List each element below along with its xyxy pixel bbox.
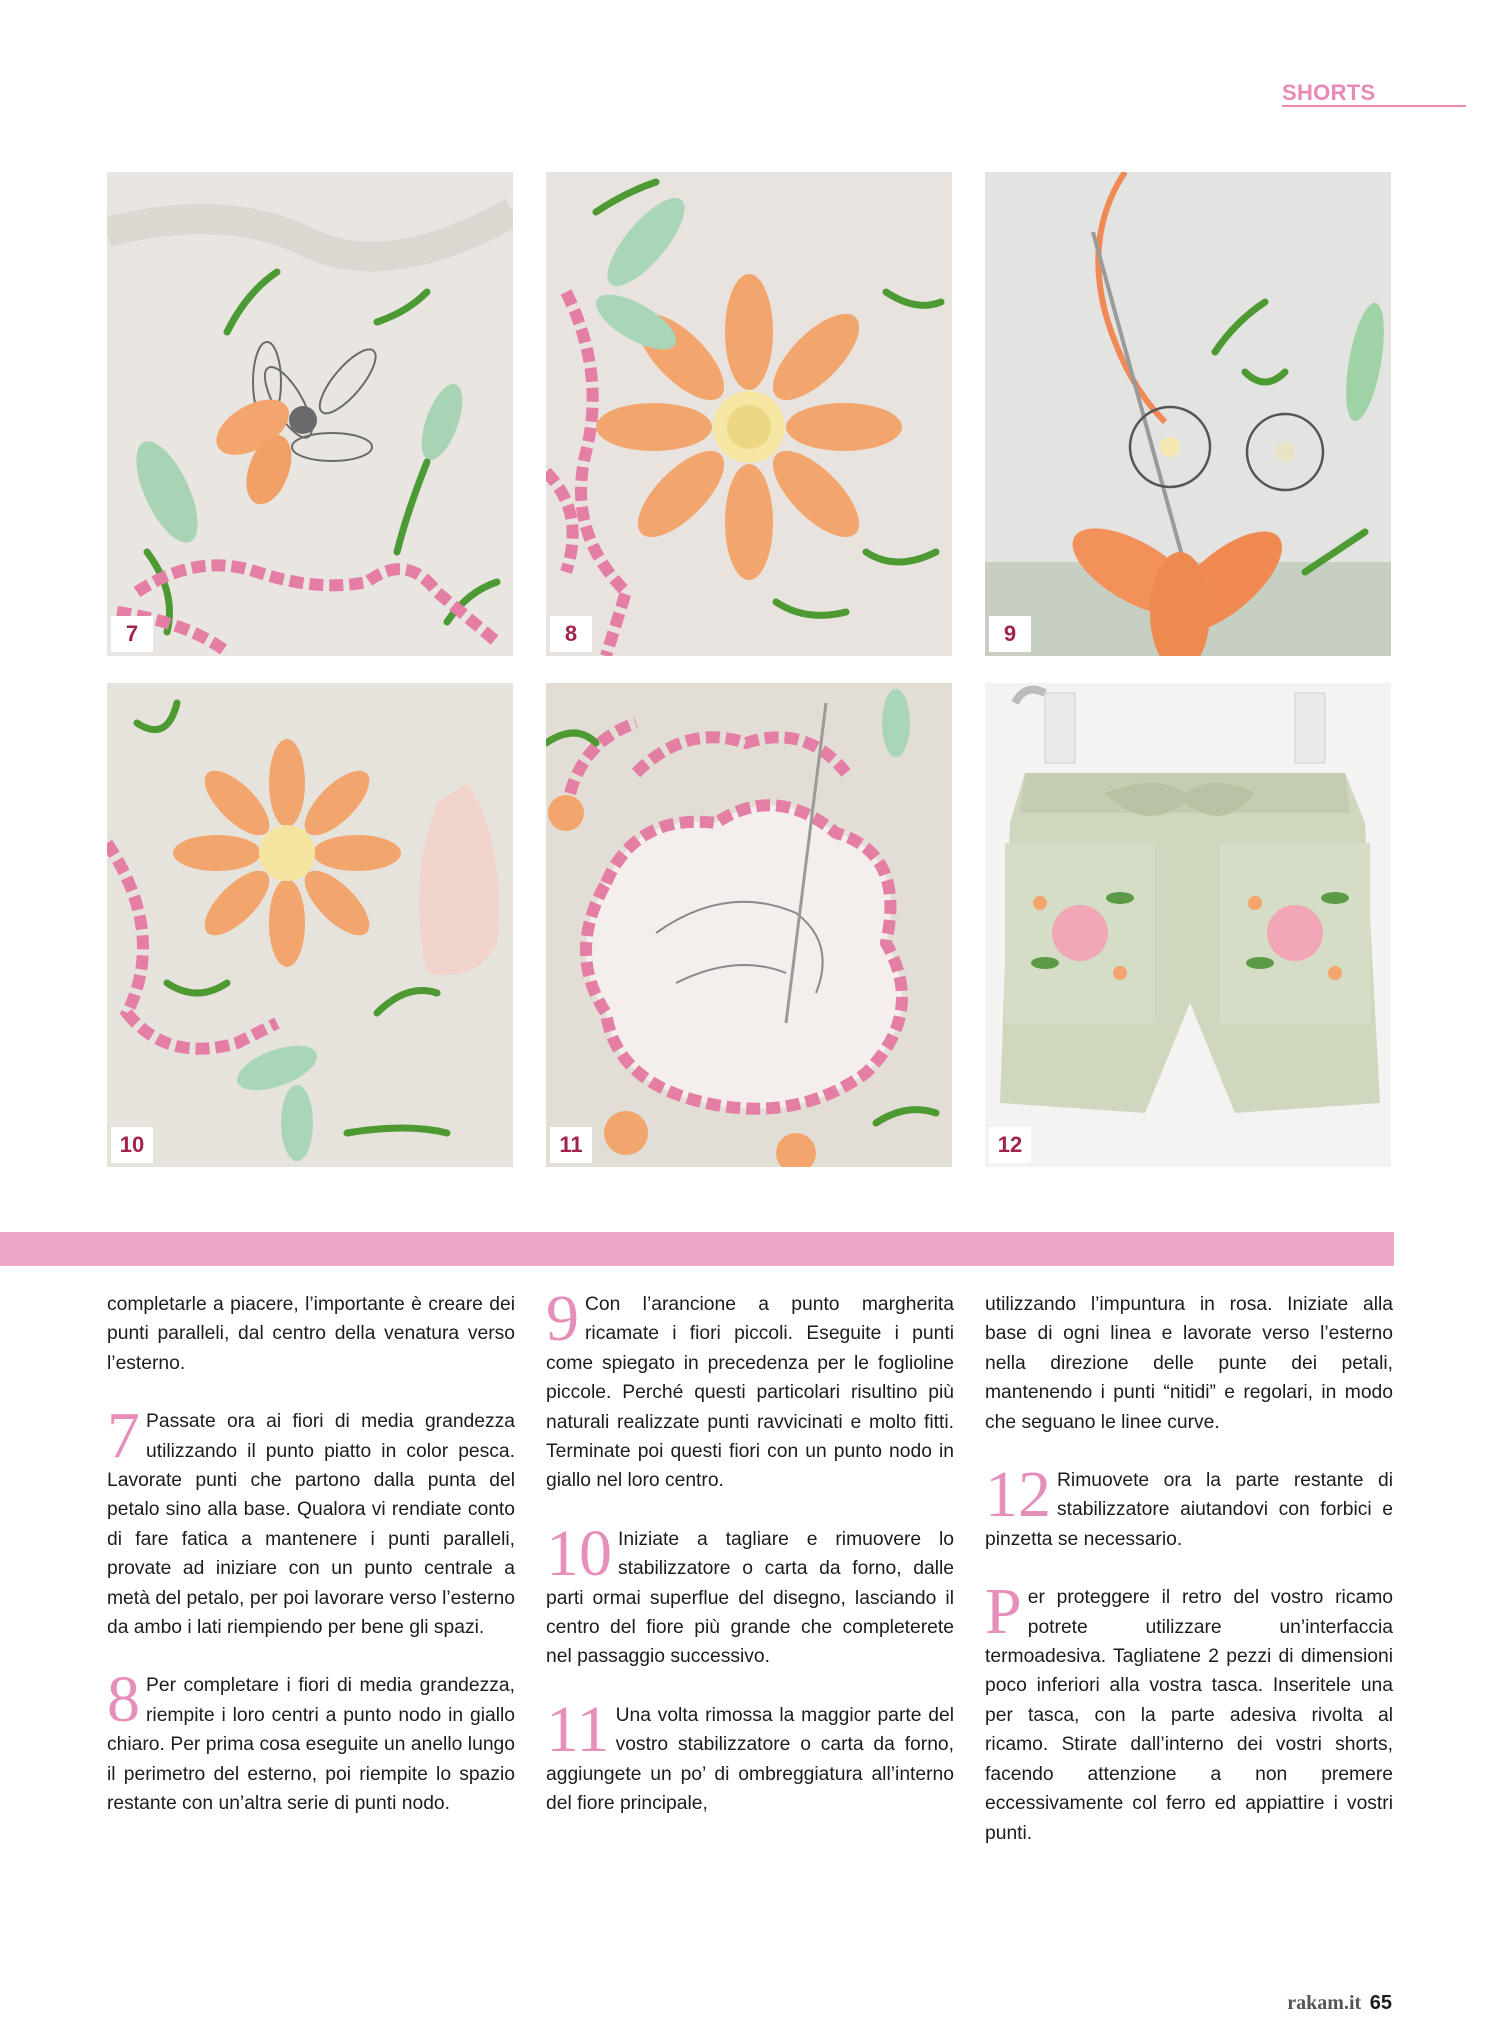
section-label: SHORTS [1282,80,1389,105]
step-11-illustration [546,683,952,1167]
step-badge: 10 [111,1127,153,1163]
text-column-2 [546,1282,954,1848]
dropcap-p: P [985,1575,1022,1649]
step-10-illustration [107,683,513,1167]
step-badge: 12 [989,1127,1031,1163]
step-7-paragraph [107,1399,515,1642]
step-badge: 7 [111,616,153,652]
step-8-paragraph [107,1663,515,1818]
step-8-photo [546,172,952,656]
page-number: 65 [1369,1992,1392,2014]
step-badge: 8 [550,616,592,652]
step-8-illustration [546,172,952,656]
step-9-illustration [985,172,1391,656]
pink-divider-band [0,1232,1394,1266]
step-11-paragraph [546,1692,954,1819]
step-9-paragraph [546,1282,954,1496]
dropcap-7: 7 [107,1399,140,1473]
dropcap-10: 10 [546,1516,612,1590]
page-footer [1287,1992,1392,2015]
step-10-paragraph [546,1516,954,1672]
step-badge: 11 [550,1127,592,1163]
step-9-photo [985,172,1391,656]
dropcap-12: 12 [985,1458,1051,1532]
dropcap-11: 11 [546,1692,610,1766]
section-tag [1282,80,1426,106]
step-12-illustration [985,683,1391,1167]
step-10-photo [107,683,513,1167]
step-8-text: Per completare i fiori di media grandezza, riempite i loro centri a punto nodo in giallo chiaro. Per prima cosa eseguite un anello lungo il perimetro del esterno, poi riempite lo spazio restante con un’altra serie di punti nodo. [107,1675,515,1815]
dropcap-9: 9 [546,1282,579,1355]
dropcap-8: 8 [107,1663,140,1737]
final-text: er proteggere il retro del vostro ricamo potrete utilizzare un’interfaccia termoadesiva. Tagliatene 2 pezzi di dimensioni poco inferiori alla vostra tasca. Inseritele una per tasca, con la parte adesiva rivolta al ricamo. Stirate dall’interno dei vostri shorts, facendo attenzione a non premere eccessivamente col ferro ed appiattire i vostri punti. [985,1587,1393,1844]
continuation-paragraph: utilizzando l’impuntura in rosa. Iniziate alla base di ogni linea e lavorate verso l’esterno nella direzione delle punte dei petali, mantenendo i punti “nitidi” e regolari, in modo che seguano le linee curve. [985,1294,1393,1433]
step-11-text: Una volta rimossa la maggior parte del vostro stabilizzatore o carta da forno, aggiungete un po’ di ombreggiatura all’interno del fiore principale, [546,1704,954,1815]
step-9-text: Con l’arancione a punto margherita ricamate i fiori piccoli. Eseguite i punti come spiegato in precedenza per le foglioline piccole. Perché questi particolari risultino più naturali realizzate punti ravvicinati e molto fitti. Terminate poi questi fiori con un punto nodo in giallo nel loro centro. [546,1294,954,1492]
step-12-text: Rimuovete ora la parte restante di stabilizzatore aiutandovi con forbici e pinzetta se necessario. [985,1470,1393,1550]
text-column-1 [107,1290,515,1848]
step-12-paragraph [985,1458,1393,1554]
final-paragraph [985,1575,1393,1848]
section-rule [1282,105,1466,107]
step-10-text: Iniziate a tagliare e rimuovere lo stabilizzatore o carta da forno, dalle parti ormai superflue del disegno, lasciando il centro del fiore più grande che completerete nel passaggio successivo. [546,1528,954,1668]
step-12-photo [985,683,1391,1167]
intro-paragraph: completarle a piacere, l’importante è creare dei punti paralleli, dal centro della venatura verso l’esterno. [107,1294,515,1374]
step-11-photo [546,683,952,1167]
step-badge: 9 [989,616,1031,652]
step-7-photo [107,172,513,656]
step-7-text: Passate ora ai fiori di media grandezza utilizzando il punto piatto in color pesca. Lavorate punti che partono dalla punta del petalo sino alla base. Qualora vi rendiate conto di fare fatica a mantenere i punti paralleli, provate ad iniziare con un punto centrale a metà del petalo, per poi lavorare verso l’esterno da ambo i lati riempiendo per bene gli spazi. [107,1411,515,1639]
site-name: rakam.it [1287,1992,1362,2014]
step-7-illustration [107,172,513,656]
text-column-3 [985,1290,1393,1877]
